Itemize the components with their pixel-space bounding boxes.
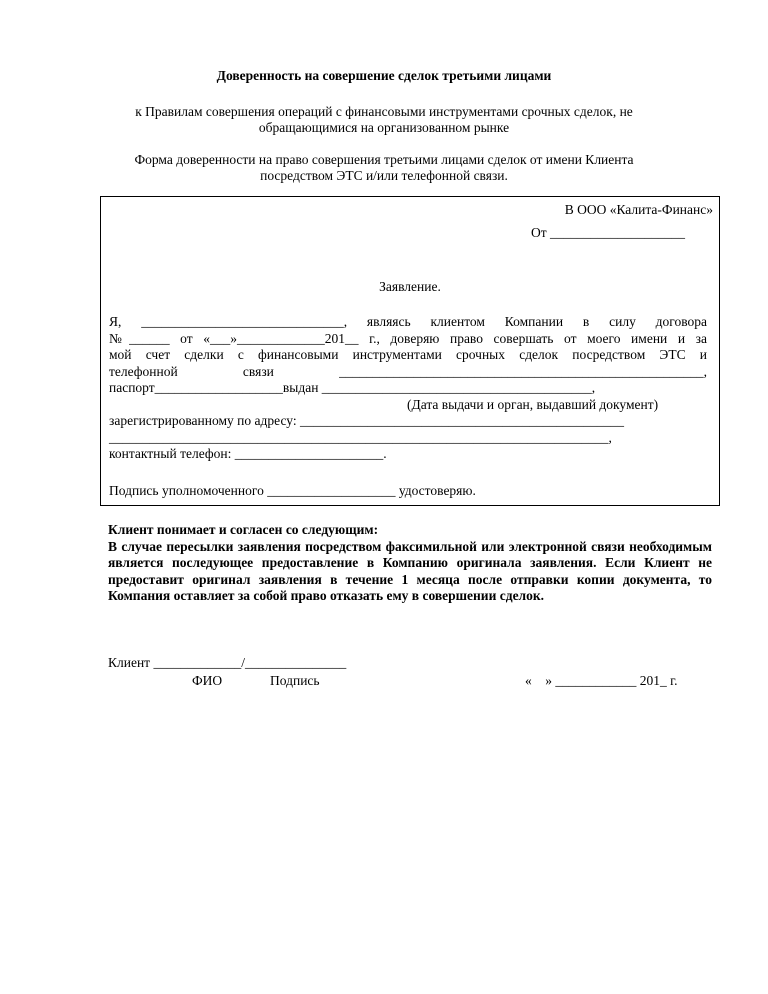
statement-title: Заявление. [379, 279, 441, 294]
statement-line: №______ от «___»_____________201__ г., доверяю право совершать от моего имени и за [109, 330, 707, 346]
statement-box [100, 196, 720, 506]
passport-caption: (Дата выдачи и орган, выдавший документ) [407, 396, 659, 412]
form-description-line: посредством ЭТС и/или телефонной связи. [260, 168, 508, 183]
address-line-2: __________________________________________________________________________, [109, 429, 612, 445]
date-line: « » ____________ 201_ г. [525, 673, 678, 688]
form-description-line: Форма доверенности на право совершения третьими лицами сделок от имени Клиента [134, 152, 634, 167]
subtitle-line: к Правилам совершения операций с финансовыми инструментами срочных сделок, не [135, 104, 633, 119]
phone-line: контактный телефон: ______________________. [109, 446, 387, 461]
statement-line: Я, ______________________________, являясь клиентом Компании в силу договора [109, 314, 707, 329]
form-description [100, 152, 668, 184]
document-subtitle [100, 104, 668, 136]
statement-line: телефонной связи ______________________________________________________, [109, 363, 707, 379]
client-signature-line: Клиент _____________/_______________ [108, 655, 347, 670]
addressee: В ООО «Калита-Финанс» [564, 202, 713, 217]
document-title: Доверенность на совершение сделок третьими лицами [216, 68, 552, 83]
statement-body [109, 314, 707, 499]
agreement-text: В случае пересылки заявления посредством факсимильной или электронной связи необходимым является последующее предоставление в Компанию оригинала заявления. Если Клиент не предоставит оригинал заявления в течение 1 месяца после отправки копии документа, то Компания оставляет за собой право отказать ему в совершении сделок. [108, 538, 712, 603]
signature-label: Подпись [270, 673, 320, 688]
agreement-heading: Клиент понимает и согласен со следующим: [108, 522, 379, 537]
subtitle-line: обращающимися на организованном рынке [258, 120, 510, 135]
authorized-signature-line: Подпись уполномоченного ___________________ удостоверяю. [109, 482, 476, 498]
fio-label: ФИО [192, 673, 223, 688]
from-field: От ____________________ [531, 225, 686, 240]
passport-line: паспорт___________________выдан ________________________________________, [109, 380, 596, 395]
agreement-section [108, 522, 712, 605]
statement-line: мой счет сделки с финансовыми инструментами срочных сделок посредством ЭТС и [109, 347, 707, 362]
address-line: зарегистрированному по адресу: ________________________________________________ [109, 413, 624, 428]
